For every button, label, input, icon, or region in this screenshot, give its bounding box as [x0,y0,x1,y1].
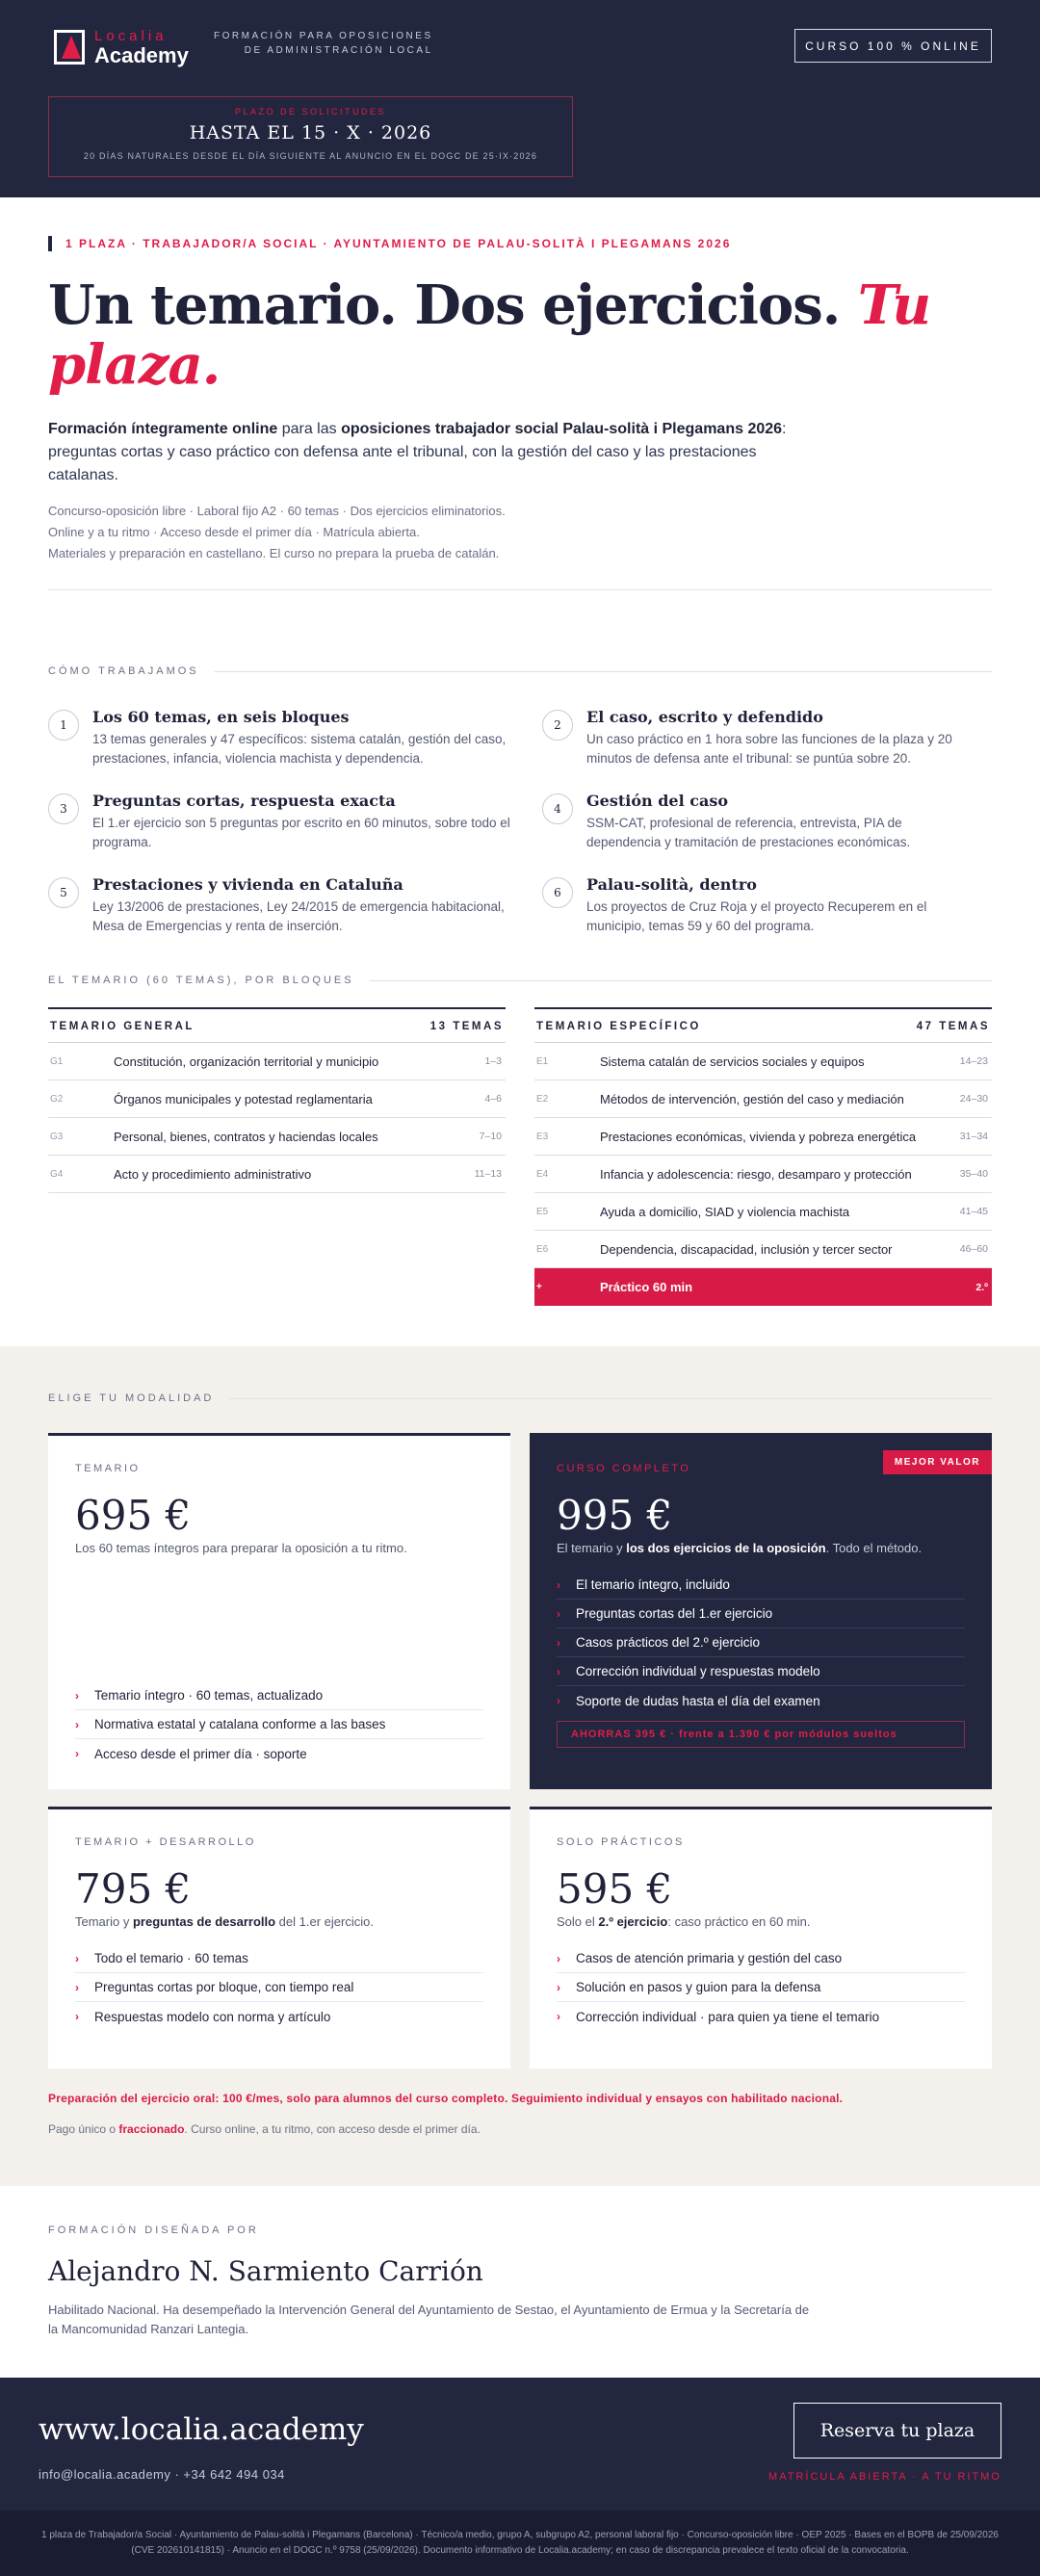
feature-item: › Acceso desde el primer día · soporte [75,1746,307,1761]
online-course-button[interactable]: CURSO 100 % ONLINE [794,29,992,63]
plan-label: CURSO COMPLETO [557,1463,691,1475]
chevron-right-icon: › [557,1577,560,1592]
plan-card-completo[interactable] [530,1433,992,1789]
chevron-right-icon: › [557,2010,560,2024]
section-label-syllabus: EL TEMARIO (60 TEMAS), POR BLOQUES [48,975,992,986]
deadline-note: 20 DÍAS NATURALES DESDE EL DÍA SIGUIENTE AL ANUNCIO EN EL DOGC DE 25·IX·2026 [83,151,538,161]
table-row: G1 Constitución, organización territorial y municipio 1–3 [48,1043,506,1080]
plan-features [75,1681,483,1768]
step-title: Palau-solità, dentro [586,875,757,895]
feature-item: › Todo el temario · 60 temas [75,1944,483,1973]
step-number: 5 [48,877,79,908]
section-label-how: CÓMO TRABAJAMOS [48,665,992,677]
payment-note: Pago único o fraccionado. Curso online, a tu ritmo, con acceso desde el primer día. [48,2122,481,2137]
page-footer [0,2378,1040,2576]
plan-desc: Temario y preguntas de desarrollo del 1.er ejercicio. [75,1914,374,1930]
chevron-right-icon: › [75,1688,79,1703]
table-header: TEMARIO GENERAL 13 TEMAS [48,1009,506,1043]
step-desc: El 1.er ejercicio son 5 preguntas por escrito en 60 minutos, sobre todo el programa. [92,816,510,850]
feature-item: › Preguntas cortas del 1.er ejercicio [557,1600,965,1628]
feature-item: › Corrección individual · para quien ya tiene el temario [557,2009,880,2024]
chevron-right-icon: › [75,1717,79,1731]
chevron-right-icon: › [557,1980,560,1994]
table-row: G2 Órganos municipales y potestad reglamentaria 4–6 [48,1080,506,1118]
pricing-section [0,1346,1040,2186]
syllabus-specific-table [534,1007,992,1306]
feature-item: › Temario íntegro · 60 temas, actualizado [75,1681,483,1710]
table-row: E2 Métodos de intervención, gestión del caso y mediación 24–30 [534,1080,992,1118]
plan-price: 595 € [557,1865,673,1913]
chevron-right-icon: › [557,1635,560,1650]
hero-title-accent: Tu plaza. [48,273,931,397]
step-item [48,875,542,936]
deadline-value: HASTA EL 15 · X · 2026 [189,122,432,143]
plan-price: 995 € [557,1492,673,1540]
plan-card-practicos[interactable] [530,1807,992,2069]
reserve-seat-button[interactable]: Reserva tu plaza [793,2403,1001,2459]
table-row: E5 Ayuda a domicilio, SIAD y violencia machista 41–45 [534,1193,992,1231]
table-row-practical: + Práctico 60 min 2.º [534,1268,992,1306]
hero-meta: Concurso-oposición libre · Laboral fijo A2 · 60 temas · Dos ejercicios eliminatorios. Online y a tu ritmo · Acceso desde el primer día · Matrícula abierta. Materiales y preparación en castellano. El curso no prepara la prueba de catalán. [48,504,506,561]
plan-features [557,1944,965,2031]
hero-kicker: 1 PLAZA · TRABAJADOR/A SOCIAL · AYUNTAMIENTO DE PALAU-SOLITÀ I PLEGAMANS 2026 [48,236,992,251]
step-number: 1 [48,710,79,741]
feature-item: › Solución en pasos y guion para la defensa [557,1973,965,2002]
feature-item: › Soporte de dudas hasta el día del examen [557,1693,820,1708]
chevron-right-icon: › [75,1747,79,1761]
step-desc: Ley 13/2006 de prestaciones, Ley 24/2015 de emergencia habitacional, Mesa de Emergencias y renta de inserción. [92,899,505,934]
step-item [48,792,542,852]
legal-notice: 1 plaza de Trabajador/a Social · Ayuntamiento de Palau-solità i Plegamans (Barcelona) · Técnico/a medio, grupo A, subgrupo A2, personal laboral fijo · Concurso-oposición libre · OEP 2025 · Bases en el BOPB de 25/09/2026 (CVE 202610141815) · Anuncio en el DOGC n.º 9758 (25/09/2026). Documento informativo de Localia.academy; en caso de discrepancia prevalece el texto oficial de la convocatoria. [0,2511,1040,2576]
deadline-kicker: PLAZO DE SOLICITUDES [234,107,387,117]
syllabus-general-table [48,1007,506,1306]
plan-features [75,1944,483,2031]
author-bio: Habilitado Nacional. Ha desempeñado la Intervención General del Ayuntamiento de Sestao, el Ayuntamiento de Ermua y la Secretaría de la Mancomunidad Ranzari Lantegia. [48,2303,810,2337]
oral-prep-note: Preparación del ejercicio oral: 100 €/mes, solo para alumnos del curso completo. Seguimiento individual y ensayos con habilitado nacional. [48,2092,844,2106]
step-title: Preguntas cortas, respuesta exacta [92,792,396,811]
table-row: E6 Dependencia, discapacidad, inclusión y tercer sector 46–60 [534,1231,992,1268]
chevron-right-icon: › [557,1606,560,1621]
plan-card-temario[interactable] [48,1433,510,1789]
logo-mark-icon [54,30,87,66]
step-number: 6 [542,877,573,908]
chevron-right-icon: › [557,1694,560,1708]
step-title: Gestión del caso [586,792,728,811]
step-number: 3 [48,794,79,824]
header-tagline: FORMACIÓN PARA OPOSICIONES DE ADMINISTRACIÓN LOCAL [214,31,433,56]
table-row: E3 Prestaciones económicas, vivienda y pobreza energética 31–34 [534,1118,992,1156]
contact-info[interactable]: info@localia.academy · +34 642 494 034 [39,2467,285,2483]
hero-lead: Formación íntegramente online para las oposiciones trabajador social Palau-solità i Plegamans 2026: preguntas cortas y caso práctico con defensa ante el tribunal, con la gestión del caso y las prestaciones catalanas. [48,421,787,484]
plan-label: TEMARIO [75,1463,141,1475]
step-title: Los 60 temas, en seis bloques [92,708,350,727]
plan-label: TEMARIO + DESARROLLO [75,1836,256,1849]
hero-title-main: Un temario. Dos ejercicios. [48,273,841,337]
brand-name-bottom: Academy [94,43,189,67]
step-title: El caso, escrito y defendido [586,708,823,727]
website-link[interactable]: www.localia.academy [39,2412,364,2448]
chevron-right-icon: › [75,1980,79,1994]
author-name: Alejandro N. Sarmiento Carrión [48,2255,483,2288]
feature-item: › Respuestas modelo con norma y artículo [75,2009,331,2024]
step-desc: 13 temas generales y 47 específicos: sistema catalán, gestión del caso, prestaciones, infancia, violencia machista y dependencia. [92,732,507,767]
syllabus-section [0,936,1040,1306]
step-desc: SSM-CAT, profesional de referencia, entrevista, PIA de dependencia y tramitación de prestaciones económicas. [586,816,911,850]
feature-item: › Normativa estatal y catalana conforme a las bases [75,1710,483,1739]
best-value-badge: MEJOR VALOR [883,1450,992,1474]
step-desc: Un caso práctico en 1 hora sobre las funciones de la plaza y 20 minutos de defensa ante el tribunal: se puntúa sobre 20. [586,732,952,767]
plan-features [557,1571,965,1715]
savings-note: AHORRAS 395 € · frente a 1.390 € por módulos sueltos [557,1721,965,1748]
step-number: 4 [542,794,573,824]
table-header: TEMARIO ESPECÍFICO 47 TEMAS [534,1009,992,1043]
feature-item: › Corrección individual y respuestas modelo [557,1657,965,1686]
step-number: 2 [542,710,573,741]
brand-logo[interactable] [54,29,189,66]
plan-card-desarrollo[interactable] [48,1807,510,2069]
feature-item: › El temario íntegro, incluido [557,1571,965,1600]
author-section [0,2186,1040,2378]
step-item [542,708,995,768]
table-row: E4 Infancia y adolescencia: riesgo, desamparo y protección 35–40 [534,1156,992,1193]
step-desc: Los proyectos de Cruz Roja y el proyecto Recuperem en el municipio, temas 59 y 60 del programa. [586,899,927,934]
plan-price: 795 € [75,1865,192,1913]
brand-name-top: Localia [94,28,168,44]
feature-item: › Casos de atención primaria y gestión del caso [557,1944,965,1973]
plan-label: SOLO PRÁCTICOS [557,1836,685,1849]
feature-item: › Casos prácticos del 2.º ejercicio [557,1628,965,1657]
chevron-right-icon: › [557,1664,560,1678]
step-item [542,875,995,936]
chevron-right-icon: › [557,1951,560,1965]
table-row: G4 Acto y procedimiento administrativo 11–13 [48,1156,506,1193]
plan-desc: Solo el 2.º ejercicio: caso práctico en 60 min. [557,1914,811,1930]
chevron-right-icon: › [75,2010,79,2024]
step-item [48,708,542,768]
section-label-pricing: ELIGE TU MODALIDAD [48,1392,992,1404]
plan-desc: Los 60 temas íntegros para preparar la oposición a tu ritmo. [75,1541,407,1556]
table-row: G3 Personal, bienes, contratos y haciendas locales 7–10 [48,1118,506,1156]
step-title: Prestaciones y vivienda en Cataluña [92,875,403,895]
plan-price: 695 € [75,1492,192,1540]
hero-section [0,197,1040,590]
plan-desc: El temario y los dos ejercicios de la oposición. Todo el método. [557,1541,923,1556]
step-item [542,792,995,852]
how-we-work-section [0,590,1040,936]
table-row: E1 Sistema catalán de servicios sociales y equipos 14–23 [534,1043,992,1080]
installments-link[interactable]: fraccionado [118,2122,185,2137]
deadline-box [48,96,573,177]
page-header [0,0,1040,197]
steps-grid [48,708,992,936]
feature-item: › Preguntas cortas por bloque, con tiempo real [75,1973,483,2002]
hero-title [48,273,992,397]
author-label: FORMACIÓN DISEÑADA POR [48,2225,259,2237]
chevron-right-icon: › [75,1951,79,1965]
enrollment-open-label: MATRÍCULA ABIERTA · A TU RITMO [768,2471,1001,2484]
